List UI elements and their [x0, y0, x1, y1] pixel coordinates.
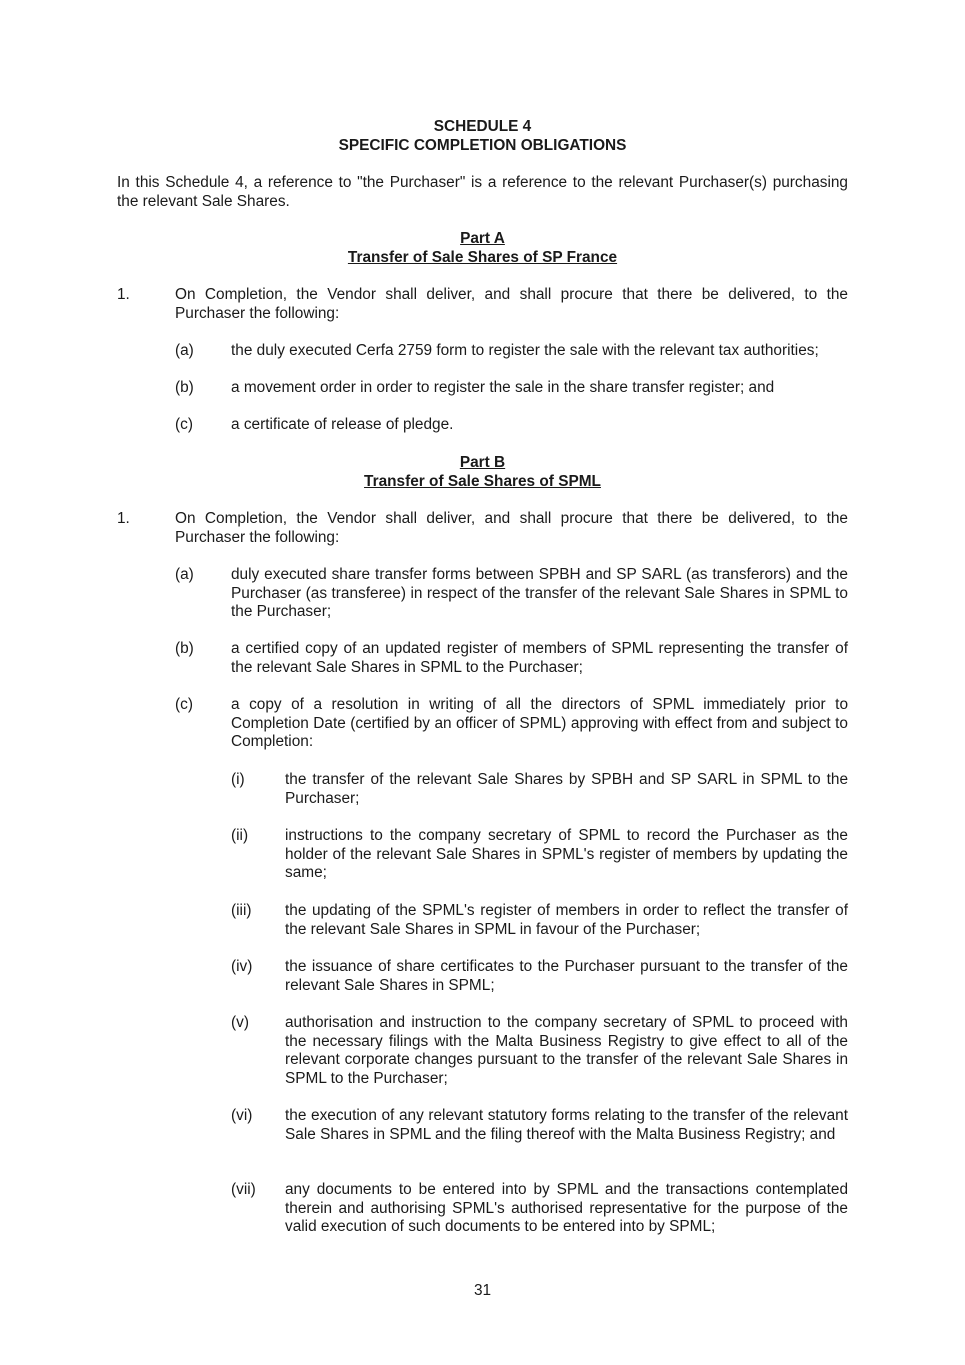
schedule-title: SCHEDULE 4: [433, 118, 532, 135]
part-a-clause-text: On Completion, the Vendor shall deliver, and shall procure that there be delivered, to the Purchaser the following:: [175, 286, 848, 322]
part-a-item-label: (b): [175, 379, 194, 396]
part-b-clause-text: On Completion, the Vendor shall deliver, and shall procure that there be delivered, to the Purchaser the following:: [175, 510, 848, 546]
schedule-intro: In this Schedule 4, a reference to "the Purchaser" is a reference to the relevant Purchaser(s) purchasing the relevant Sale Shares.: [117, 174, 848, 210]
part-a-heading: Part A: [460, 230, 505, 247]
part-b-item-text: a copy of a resolution in writing of all the directors of SPML immediately prior to Completion Date (certified by an officer of SPML) approving with effect from and subject to Completion:: [231, 696, 848, 751]
part-b-subitem-text: the execution of any relevant statutory forms relating to the transfer of the relevant Sale Shares in SPML and the filing thereof with the Malta Business Registry; and: [285, 1107, 848, 1143]
part-b-item-text: a certified copy of an updated register of members of SPML representing the transfer of the relevant Sale Shares in SPML to the Purchaser;: [231, 640, 848, 676]
part-a-item-label: (a): [175, 342, 194, 359]
part-b-item-label: (a): [175, 566, 194, 583]
part-b-heading: Part B: [459, 454, 506, 471]
part-b-item-label: (c): [175, 696, 193, 713]
part-b-item-label: (b): [175, 640, 194, 657]
part-b-subitem-label: (ii): [231, 827, 249, 844]
part-b-subitem-label: (iv): [231, 958, 253, 975]
part-b-subitem-text: the issuance of share certificates to the Purchaser pursuant to the transfer of the relevant Sale Shares in SPML;: [285, 958, 848, 994]
part-a-item-text: a movement order in order to register the sale in the share transfer register; and: [231, 379, 775, 396]
part-b-subitem-label: (vi): [231, 1107, 253, 1124]
page-number: 31: [473, 1282, 492, 1299]
part-b-subitem-text: authorisation and instruction to the company secretary of SPML to proceed with the necessary filings with the Malta Business Registry to give effect to all of the relevant corporate changes pursuant to the transfer of the relevant Sale Shares in SPML to the Purchaser;: [285, 1014, 848, 1087]
part-a-item-text: a certificate of release of pledge.: [231, 416, 454, 433]
part-b-subitem-text: the transfer of the relevant Sale Shares by SPBH and SP SARL in SPML to the Purchaser;: [285, 771, 848, 807]
schedule-subtitle: SPECIFIC COMPLETION OBLIGATIONS: [338, 137, 627, 154]
part-b-subitem-label: (v): [231, 1014, 249, 1031]
part-b-subitem-label: (iii): [231, 902, 252, 919]
part-a-clause-number: 1.: [117, 286, 130, 303]
part-b-subitem-text: any documents to be entered into by SPML and the transactions contemplated therein and authorising SPML's authorised representative for the purpose of the valid execution of such documents to be entered into by SPML;: [285, 1181, 848, 1236]
part-b-subheading: Transfer of Sale Shares of SPML: [364, 473, 601, 490]
part-b-subitem-label: (vii): [231, 1181, 256, 1198]
part-b-item-text: duly executed share transfer forms between SPBH and SP SARL (as transferors) and the Purchaser (as transferee) in respect of the transfer of the relevant Sale Shares in SPML to the Purchaser;: [231, 566, 848, 621]
part-b-subitem-text: the updating of the SPML's register of members in order to reflect the transfer of the relevant Sale Shares in SPML in favour of the Purchaser;: [285, 902, 848, 938]
part-a-item-text: the duly executed Cerfa 2759 form to register the sale with the relevant tax authorities;: [231, 342, 819, 359]
part-b-subitem-label: (i): [231, 771, 245, 788]
part-a-item-label: (c): [175, 416, 193, 433]
part-b-clause-number: 1.: [117, 510, 130, 527]
part-b-subitem-text: instructions to the company secretary of SPML to record the Purchaser as the holder of the relevant Sale Shares in SPML's register of members by updating the same;: [285, 827, 848, 882]
part-a-subheading: Transfer of Sale Shares of SP France: [347, 249, 618, 266]
